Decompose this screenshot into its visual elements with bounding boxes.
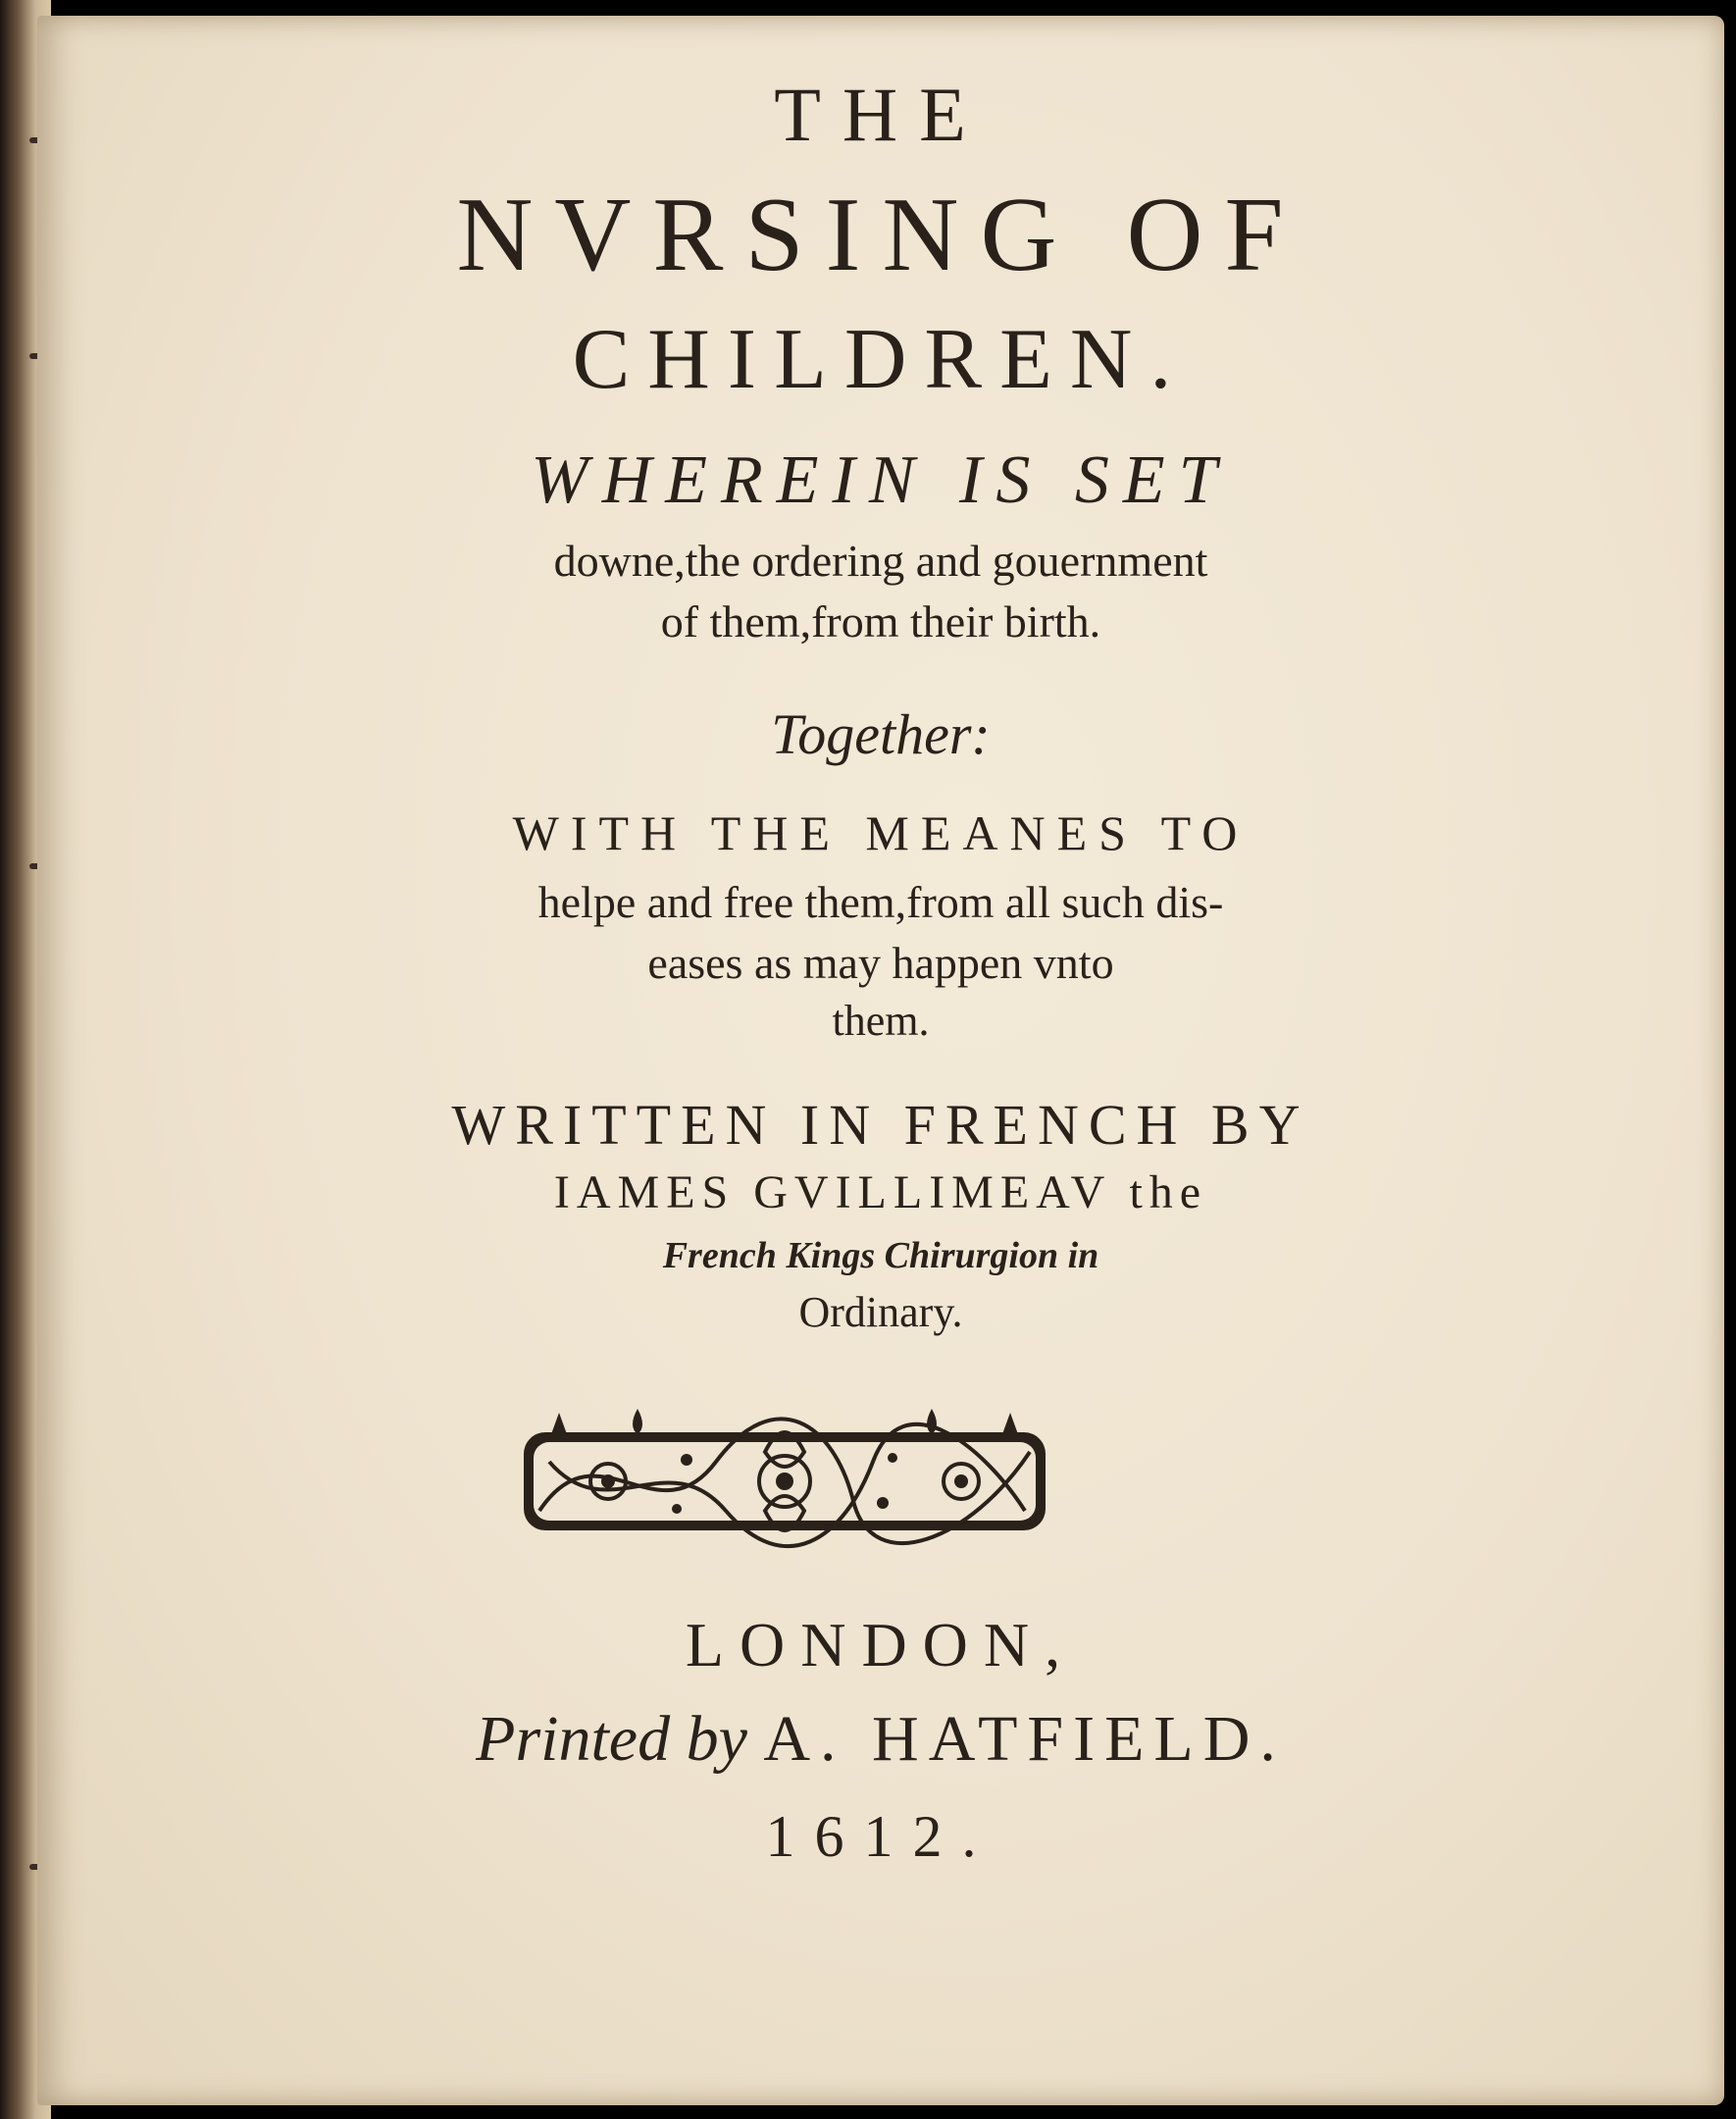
imprint-printed-by: Printed by bbox=[476, 1703, 747, 1775]
title-the: THE bbox=[774, 72, 988, 157]
imprint-year: 1612. bbox=[765, 1804, 996, 1869]
author-ordinary: Ordinary. bbox=[798, 1288, 963, 1336]
author-title: French Kings Chirurgion in bbox=[662, 1235, 1099, 1276]
subtitle-with: WITH THE MEANES TO bbox=[512, 805, 1250, 860]
subtitle-line-ofthem: of them,from their birth. bbox=[660, 596, 1101, 646]
title-children: CHILDREN. bbox=[572, 312, 1190, 407]
subtitle-line-downe: downe,the ordering and gouernment bbox=[553, 536, 1208, 586]
title-nursing: NVRSING OF bbox=[456, 177, 1305, 293]
author-name: IAMES GVILLIMEAV the bbox=[553, 1166, 1208, 1218]
subtitle-together: Together: bbox=[771, 702, 991, 766]
imprint-printer-name: A. HATFIELD. bbox=[763, 1703, 1286, 1775]
author-written: WRITTEN IN FRENCH BY bbox=[451, 1093, 1310, 1157]
imprint-place: LONDON, bbox=[685, 1610, 1077, 1680]
floral-ornament-icon bbox=[520, 1403, 1049, 1560]
subtitle-line-them: them. bbox=[832, 997, 930, 1045]
subtitle-wherein: WHEREIN IS SET bbox=[531, 442, 1231, 518]
imprint-printer bbox=[37, 1702, 1724, 1777]
subtitle-line-eases: eases as may happen vnto bbox=[647, 938, 1114, 988]
subtitle-line-helpe: helpe and free them,from all such dis- bbox=[537, 877, 1224, 927]
